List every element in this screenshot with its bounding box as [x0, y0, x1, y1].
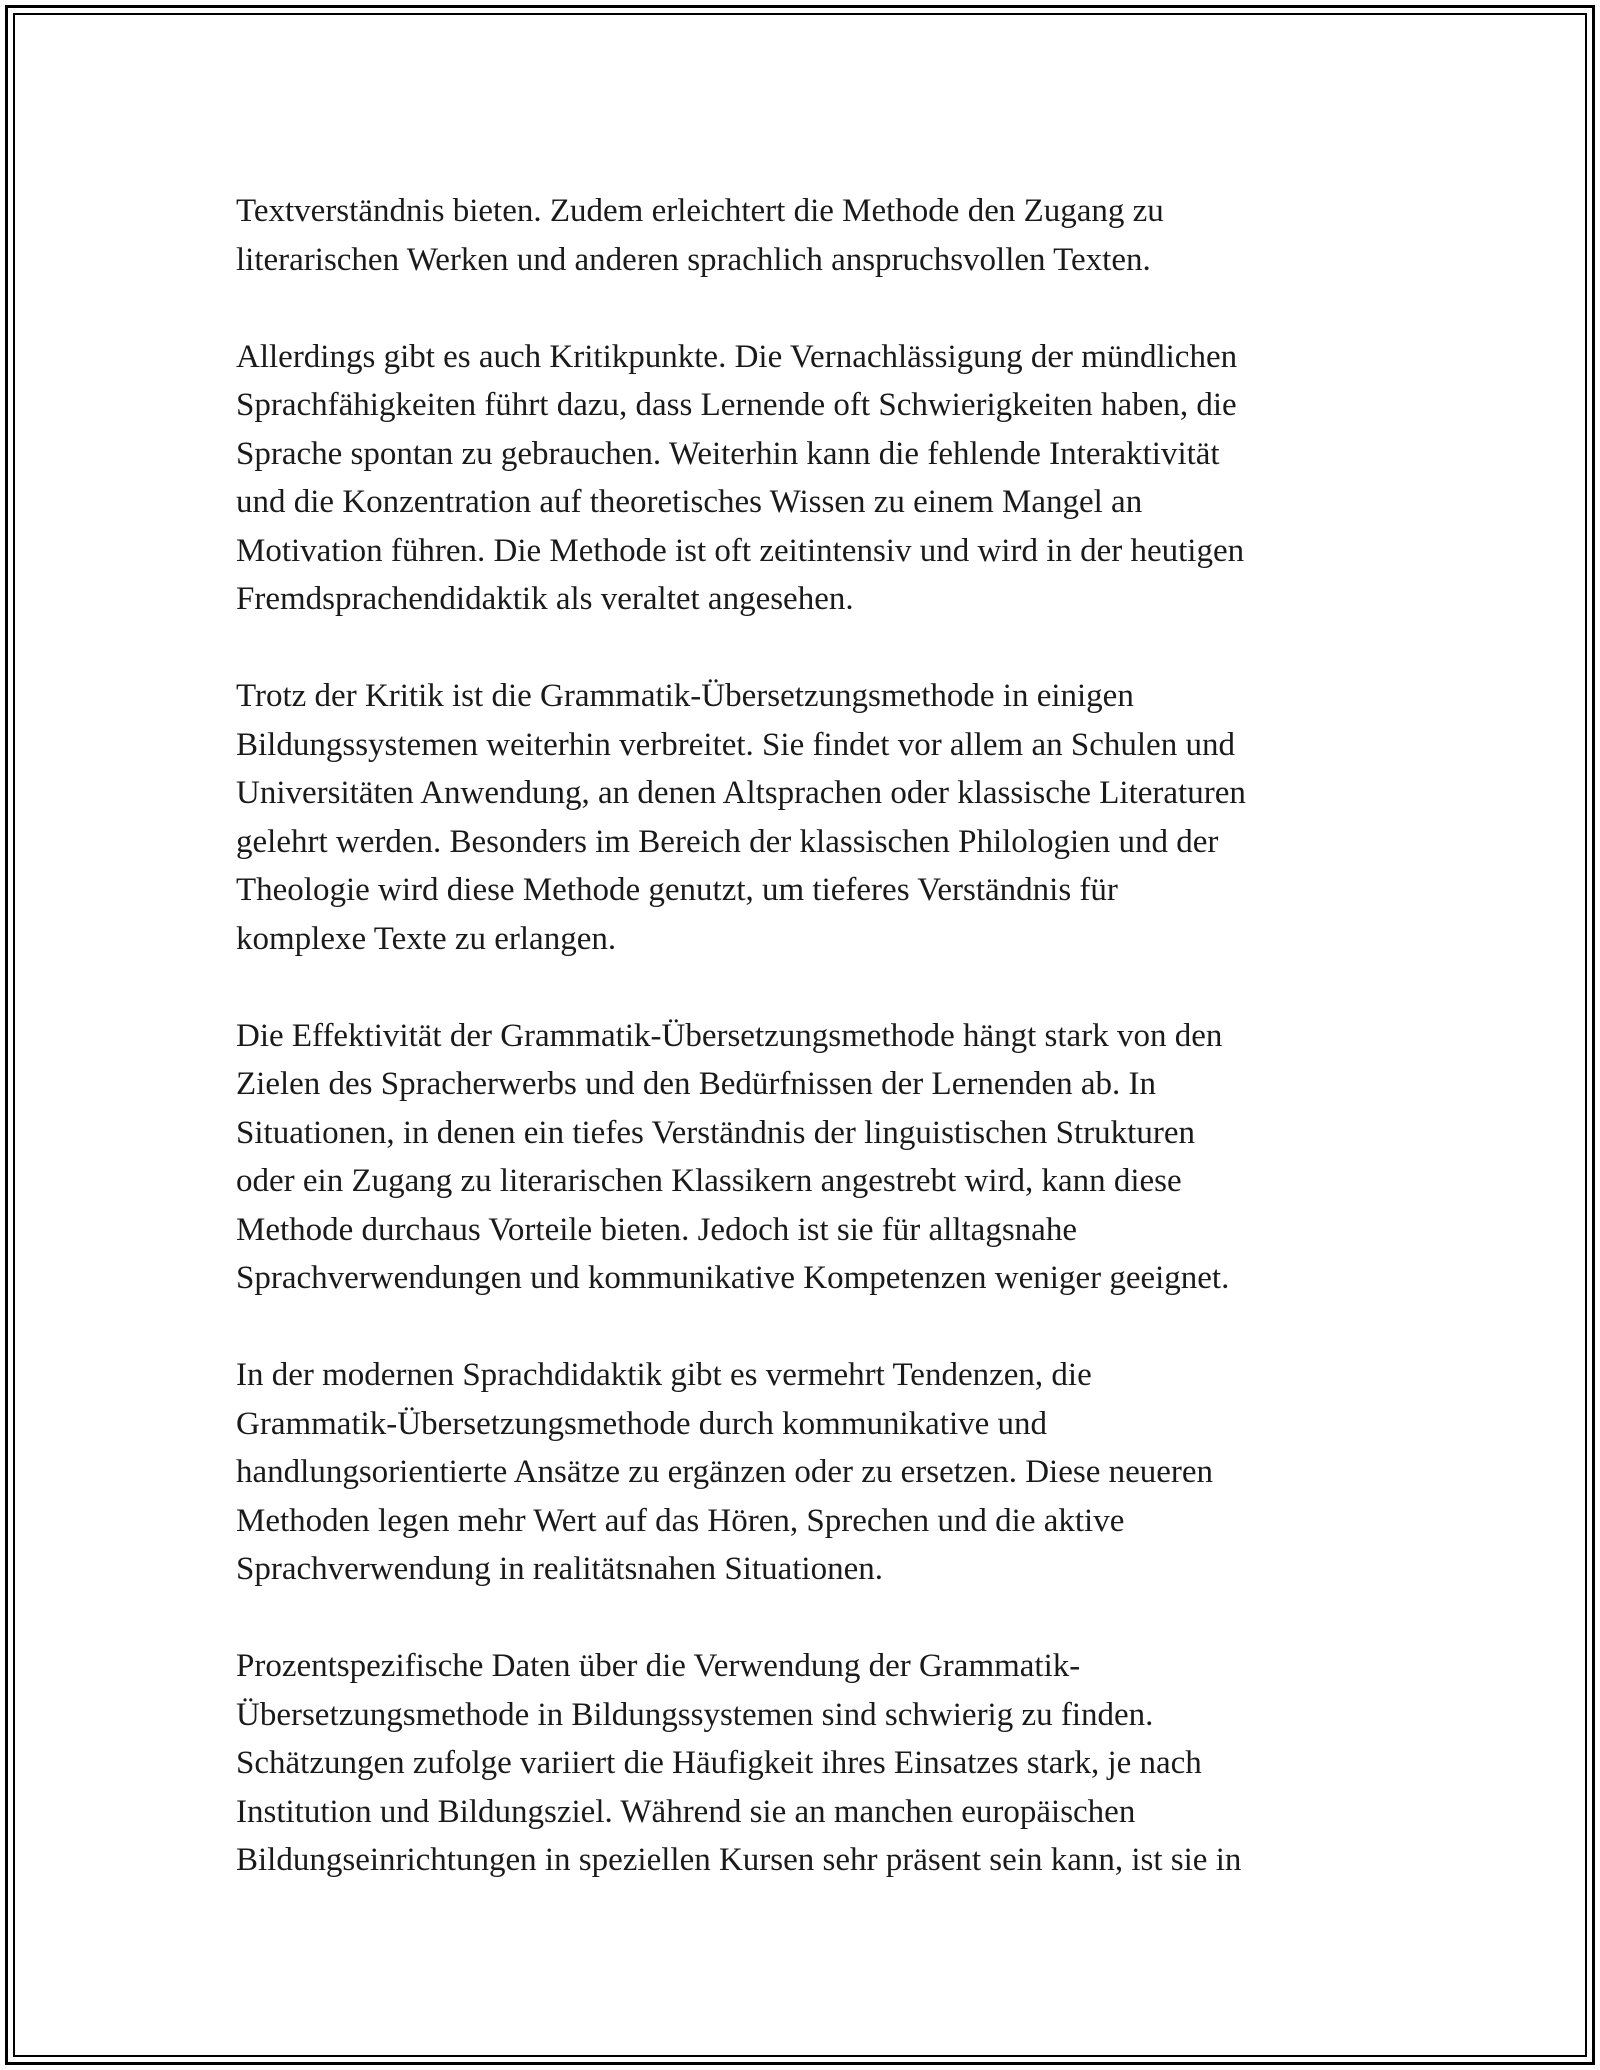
- text-line: und die Konzentration auf theoretisches Wissen zu einem Mangel an: [236, 484, 1143, 520]
- paragraph-2: [236, 333, 1376, 624]
- text-line: komplexe Texte zu erlangen.: [236, 920, 617, 957]
- text-line: gelehrt werden. Besonders im Bereich der klassischen Philologien und der: [236, 823, 1219, 860]
- text-line: Übersetzungsmethode in Bildungssystemen sind schwierig zu finden.: [236, 1696, 1154, 1733]
- text-line: literarischen Werken und anderen sprachlich anspruchsvollen Texten.: [236, 241, 1151, 278]
- text-line: Institution und Bildungsziel. Während sie an manchen europäischen: [236, 1793, 1136, 1830]
- text-line: Sprachverwendung in realitätsnahen Situationen.: [236, 1551, 883, 1587]
- text-line: Fremdsprachendidaktik als veraltet angesehen.: [236, 581, 854, 617]
- text-line: Prozentspezifische Daten über die Verwendung der Grammatik-: [236, 1648, 1081, 1684]
- text-line: Sprachfähigkeiten führt dazu, dass Lernende oft Schwierigkeiten haben, die: [236, 387, 1237, 423]
- text-line: Trotz der Kritik ist die Grammatik-Übersetzungsmethode in einigen: [236, 678, 1134, 714]
- text-line: Bildungseinrichtungen in speziellen Kursen sehr präsent sein kann, ist sie in: [236, 1842, 1242, 1878]
- paragraph-4: [236, 1012, 1376, 1303]
- text-line: oder ein Zugang zu literarischen Klassikern angestrebt wird, kann diese: [236, 1163, 1182, 1199]
- text-line: Schätzungen zufolge variiert die Häufigkeit ihres Einsatzes stark, je nach: [236, 1745, 1202, 1781]
- text-line: Methoden legen mehr Wert auf das Hören, Sprechen und die aktive: [236, 1502, 1125, 1539]
- text-line: Allerdings gibt es auch Kritikpunkte. Die Vernachlässigung der mündlichen: [236, 338, 1238, 375]
- paragraph-5: [236, 1351, 1376, 1594]
- text-line: Theologie wird diese Methode genutzt, um tieferes Verständnis für: [236, 872, 1118, 908]
- text-line: Situationen, in denen ein tiefes Verständnis der linguistischen Strukturen: [236, 1114, 1195, 1151]
- text-line: Grammatik-Übersetzungsmethode durch kommunikative und: [236, 1405, 1048, 1442]
- text-line: In der modernen Sprachdidaktik gibt es vermehrt Tendenzen, die: [236, 1357, 1092, 1393]
- paragraph-6: [236, 1642, 1376, 1885]
- text-line: Zielen des Spracherwerbs und den Bedürfnissen der Lernenden ab. In: [236, 1066, 1157, 1102]
- text-line: Universitäten Anwendung, an denen Altsprachen oder klassische Literaturen: [236, 775, 1246, 811]
- text-line: Methode durchaus Vorteile bieten. Jedoch ist sie für alltagsnahe: [236, 1211, 1077, 1248]
- text-line: Motivation führen. Die Methode ist oft zeitintensiv und wird in der heutigen: [236, 532, 1245, 569]
- text-line: Bildungssystemen weiterhin verbreitet. Sie findet vor allem an Schulen und: [236, 726, 1235, 763]
- text-line: Textverständnis bieten. Zudem erleichtert die Methode den Zugang zu: [236, 193, 1164, 229]
- text-line: handlungsorientierte Ansätze zu ergänzen oder zu ersetzen. Diese neueren: [236, 1454, 1214, 1490]
- text-line: Sprache spontan zu gebrauchen. Weiterhin kann die fehlende Interaktivität: [236, 435, 1220, 472]
- paragraph-3: [236, 672, 1376, 963]
- text-line: Die Effektivität der Grammatik-Übersetzungsmethode hängt stark von den: [236, 1017, 1223, 1054]
- text-line: Sprachverwendungen und kommunikative Kompetenzen weniger geeignet.: [236, 1260, 1230, 1296]
- paragraph-1: [236, 187, 1376, 284]
- document-body: [236, 187, 1376, 1933]
